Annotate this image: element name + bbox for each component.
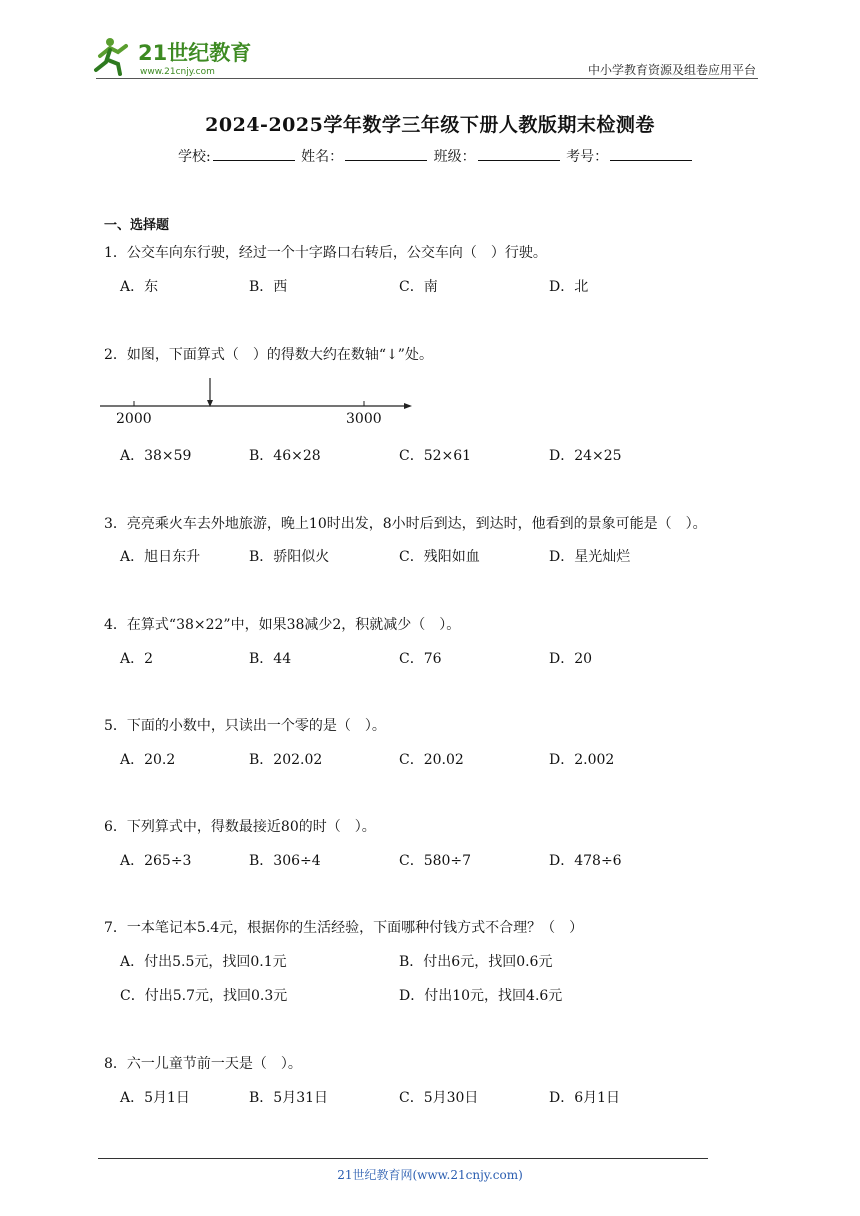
q7-option-a[interactable]: A．付出5.5元，找回0.1元 [120, 954, 287, 970]
number-line [98, 376, 418, 426]
q6-option-b[interactable]: B．306÷4 [249, 853, 321, 869]
question-2: 2．如图，下面算式（ ）的得数大约在数轴“↓”处。 [104, 347, 433, 363]
q6-option-a[interactable]: A．265÷3 [120, 853, 192, 869]
q6-option-d[interactable]: D．478÷6 [549, 853, 622, 869]
logo-text: 21世纪教育 [138, 41, 252, 65]
q1-option-b[interactable]: B．西 [249, 279, 288, 295]
header-divider [96, 78, 758, 79]
section-heading: 一、选择题 [104, 218, 170, 233]
q3-option-b[interactable]: B．骄阳似火 [249, 549, 330, 565]
axis-label-2000: 2000 [116, 411, 152, 426]
question-3: 3．亮亮乘火车去外地旅游，晚上10时出发，8小时后到达，到达时，他看到的景象可能是（ ）。 [104, 516, 707, 532]
class-blank[interactable] [478, 148, 560, 161]
q1-option-c[interactable]: C．南 [399, 279, 438, 295]
question-5: 5．下面的小数中，只读出一个零的是（ ）。 [104, 718, 386, 734]
q5-option-b[interactable]: B．202.02 [249, 752, 323, 768]
exam-no-blank[interactable] [610, 148, 692, 161]
q7-option-b[interactable]: B．付出6元，找回0.6元 [399, 954, 553, 970]
q3-option-a[interactable]: A．旭日东升 [120, 549, 201, 565]
school-label: 学校: [178, 149, 211, 165]
q3-option-d[interactable]: D．星光灿烂 [549, 549, 631, 565]
q2-option-c[interactable]: C．52×61 [399, 448, 472, 464]
q2-option-b[interactable]: B．46×28 [249, 448, 321, 464]
q2-option-d[interactable]: D．24×25 [549, 448, 622, 464]
q7-option-c[interactable]: C．付出5.7元，找回0.3元 [120, 988, 288, 1004]
runner-icon [96, 38, 126, 74]
header-right-text: 中小学教育资源及组卷应用平台 [587, 63, 756, 77]
logo-url: www.21cnjy.com [140, 67, 215, 77]
footer-divider [98, 1158, 708, 1159]
page-header [0, 0, 860, 80]
q8-option-d[interactable]: D．6月1日 [549, 1090, 621, 1106]
q4-option-c[interactable]: C．76 [399, 651, 442, 667]
q4-option-d[interactable]: D．20 [549, 651, 593, 667]
q5-option-c[interactable]: C．20.02 [399, 752, 464, 768]
q6-option-c[interactable]: C．580÷7 [399, 853, 472, 869]
question-8: 8．六一儿童节前一天是（ ）。 [104, 1056, 302, 1072]
q1-option-a[interactable]: A．东 [120, 279, 159, 295]
school-blank[interactable] [213, 148, 295, 161]
q8-option-c[interactable]: C．5月30日 [399, 1090, 479, 1106]
q8-option-b[interactable]: B．5月31日 [249, 1090, 329, 1106]
axis-arrow-icon [404, 403, 412, 409]
logo [92, 34, 262, 78]
axis-label-3000: 3000 [346, 411, 382, 426]
q7-option-d[interactable]: D．付出10元，找回4.6元 [399, 988, 563, 1004]
question-7: 7．一本笔记本5.4元，根据你的生活经验，下面哪种付钱方式不合理？（ ） [104, 920, 584, 936]
name-blank[interactable] [345, 148, 427, 161]
question-1: 1．公交车向东行驶，经过一个十字路口右转后，公交车向（ ）行驶。 [104, 245, 547, 261]
q3-option-c[interactable]: C．残阳如血 [399, 549, 480, 565]
q4-option-b[interactable]: B．44 [249, 651, 292, 667]
question-4: 4．在算式“38×22”中，如果38减少2，积就减少（ ）。 [104, 617, 461, 633]
q2-option-a[interactable]: A．38×59 [120, 448, 192, 464]
q1-option-d[interactable]: D．北 [549, 279, 589, 295]
q4-option-a[interactable]: A．2 [120, 651, 154, 667]
q8-option-a[interactable]: A．5月1日 [120, 1090, 190, 1106]
class-label: 班级： [433, 149, 476, 165]
name-label: 姓名： [301, 149, 344, 165]
question-6: 6．下列算式中，得数最接近80的时（ ）。 [104, 819, 376, 835]
page-title: 2024-2025学年数学三年级下册人教版期末检测卷 [205, 114, 655, 136]
exam-no-label: 考号： [566, 149, 609, 165]
footer-link[interactable]: 21世纪教育网(www.21cnjy.com) [337, 1168, 523, 1182]
q5-option-a[interactable]: A．20.2 [120, 752, 176, 768]
q5-option-d[interactable]: D．2.002 [549, 752, 615, 768]
student-info [178, 146, 694, 166]
